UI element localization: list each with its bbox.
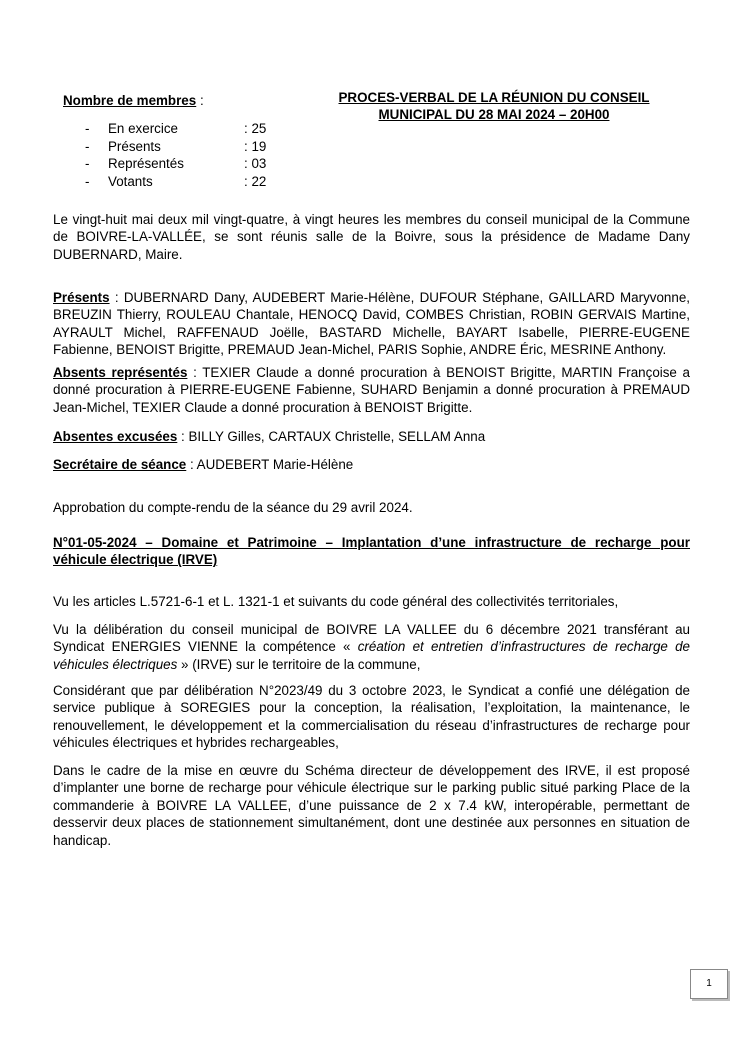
secretaire-label: Secrétaire de séance [53,457,187,472]
bullet-dash: - [85,121,90,136]
presents-label: Présents [53,290,110,305]
members-value: : 03 [244,156,267,171]
members-row [85,155,266,173]
approbation-paragraph: Approbation du compte-rendu de la séance du 29 avril 2024. [53,500,413,515]
secretaire-text: : AUDEBERT Marie-Hélène [186,457,354,472]
vu-deliberation-paragraph [53,621,690,673]
members-heading [63,93,204,108]
members-label: Représentés [108,156,184,171]
members-colon: : [196,93,204,108]
title-line-1: PROCES-VERBAL DE LA RÉUNION DU CONSEIL [338,90,650,105]
vu2-before: Vu la délibération du conseil municipal de BOIVRE LA VALLEE du 6 décembre 2021 transférant au Syndicat ENERGIES VIENNE la compétence « [53,622,690,655]
presents-text: : DUBERNARD Dany, AUDEBERT Marie-Hélène, DUFOUR Stéphane, GAILLARD Maryvonne, BREUZIN Thierry, ROULEAU Chantale, HENOCQ David, COMBES Christian, ROBIN GERVAIS Martine, AYRAULT Michel, RAFFENAUD Joëlle, BASTARD Michelle, BAYART Isabelle, PIERRE-EUGENE Fabienne, BENOIST Brigitte, PREMAUD Jean-Michel, PARIS Sophie, ANDRE Éric, MESRINE Anthony. [53,290,690,358]
vu-articles-paragraph: Vu les articles L.5721-6-1 et L. 1321-1 et suivants du code général des collectivités territoriales, [53,594,619,609]
vu2-after: » (IRVE) sur le territoire de la commune, [177,656,421,672]
members-value: : 25 [244,121,267,136]
considerant-paragraph: Considérant que par délibération N°2023/49 du 3 octobre 2023, le Syndicat a confié une délégation de service publique à SOREGIES pour la conception, la réalisation, l’exploitation, la maintenance, le renouvellement, le développement et la commercialisation du réseau d’infrastructures de recharge pour véhicules électriques et hybrides rechargeables, [53,683,690,751]
secretaire-paragraph [53,456,690,473]
intro-paragraph: Le vingt-huit mai deux mil vingt-quatre, à vingt heures les membres du conseil municipal de la Commune de BOIVRE-LA-VALLÉE, se sont réunis salle de la Boivre, sous la présidence de Madame Dany DUBERNARD, Maire. [53,212,690,262]
bullet-dash: - [85,156,90,171]
absents-representes-text: : TEXIER Claude a donné procuration à BENOIST Brigitte, MARTIN Françoise a donné procuration à PIERRE-EUGENE Fabienne, SUHARD Benjamin a donné procuration à PREMAUD Jean-Michel, TEXIER Claude a donné procuration à BENOIST Brigitte. [53,365,690,415]
cadre-paragraph: Dans le cadre de la mise en œuvre du Schéma directeur de développement des IRVE, il est proposé d’implanter une borne de recharge pour véhicule électrique sur le parking public situé parking Place de la commanderie à BOIVRE LA VALLEE, d’une puissance de 2 x 7.4 kW, interopérable, permettant de desservir deux places de stationnement simultanément, dont une destinée aux personnes en situation de handicap. [53,763,690,848]
members-row [85,120,266,138]
members-value: : 22 [244,173,267,189]
absentes-excusees-paragraph [53,428,690,445]
deliberation-title: N°01-05-2024 – Domaine et Patrimoine – Implantation d’une infrastructure de recharge pour véhicule électrique (IRVE) [53,535,690,568]
members-value: : 19 [244,138,267,154]
bullet-dash: - [85,138,90,154]
page-number: 1 [690,969,728,999]
vu2-italic: création et entretien d’infrastructures de recharge de véhicules électriques [53,639,691,672]
members-row [85,173,266,191]
members-row [85,138,266,156]
absents-representes-label: Absents représentés [53,365,188,380]
absents-representes-paragraph [53,364,690,416]
members-list [85,120,266,190]
absentes-excusees-text: : BILLY Gilles, CARTAUX Christelle, SELLAM Anna [177,429,486,444]
members-label: Présents [108,138,161,154]
title-line-2: MUNICIPAL DU 28 MAI 2024 – 20H00 [378,107,610,122]
presents-paragraph [53,289,690,359]
members-title: Nombre de membres [63,93,197,108]
bullet-dash: - [85,173,90,189]
absentes-excusees-label: Absentes excusées [53,429,178,444]
document-title [330,89,658,123]
members-label: En exercice [108,121,178,136]
members-label: Votants [108,173,153,189]
